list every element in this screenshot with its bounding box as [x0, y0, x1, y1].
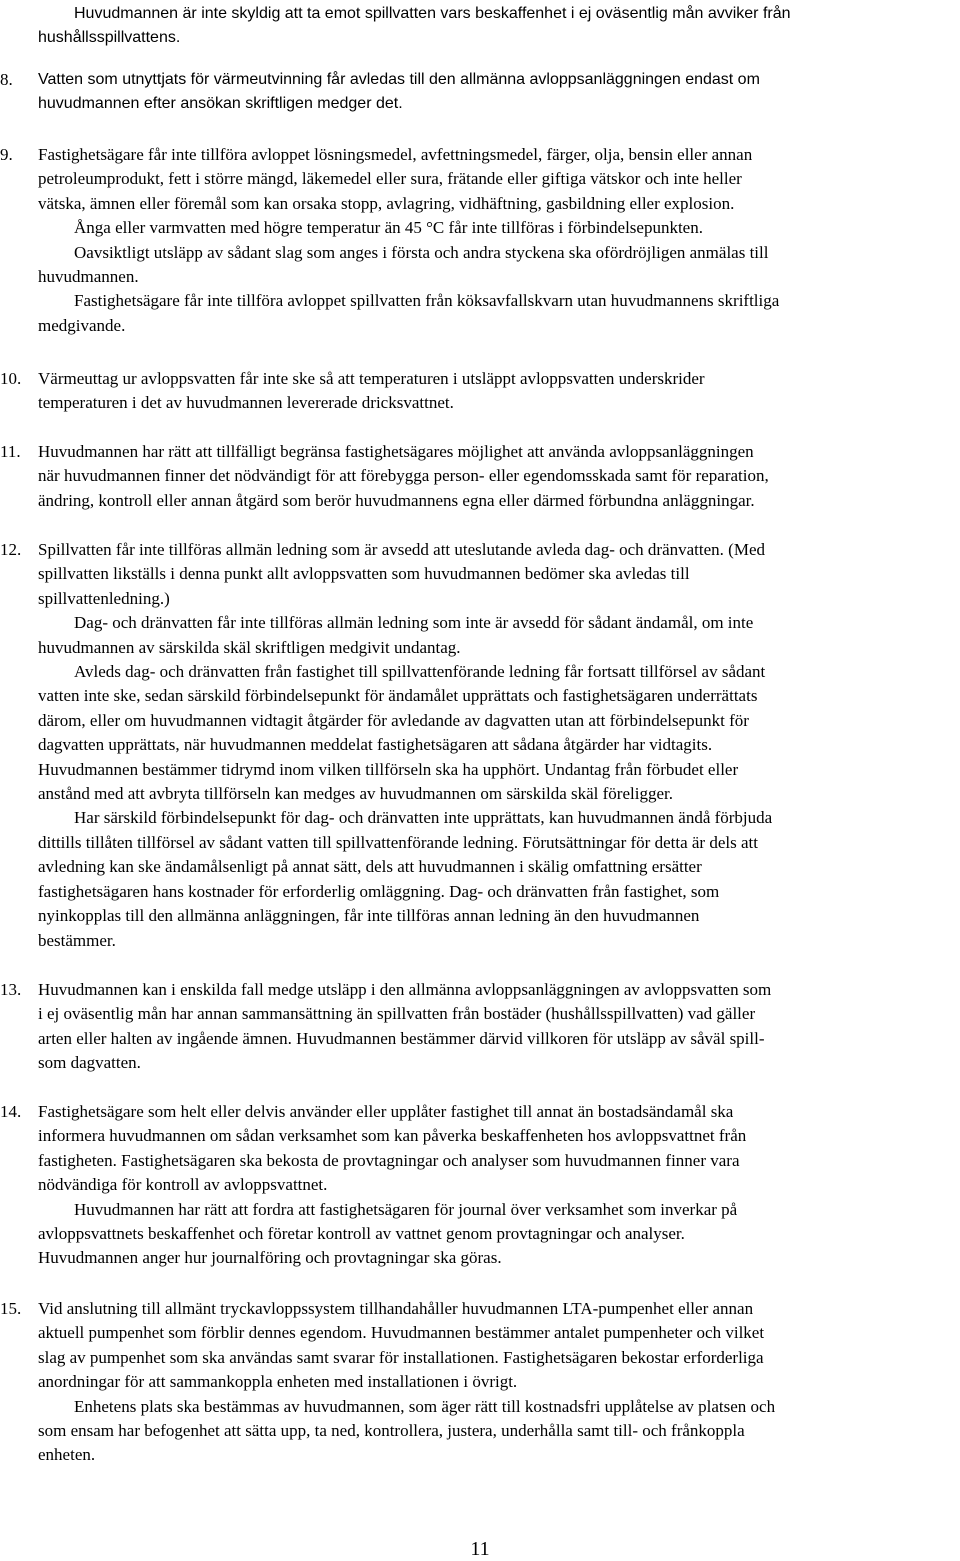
text-line: Ånga eller varmvatten med högre temperatur än 45 °C får inte tillföras i förbindelsepunkten. [74, 218, 703, 238]
section-body [38, 978, 958, 1076]
text-line: dagvatten upprättats, när huvudmannen meddelat fastighetsägaren att sådana åtgärder har vidtagits. [38, 735, 713, 755]
text-line: nyinkopplas till den allmänna anläggningen, får inte tillföras annan ledning än den huvudmannen [38, 906, 700, 926]
text-line: fastigheten. Fastighetsägaren ska bekosta de provtagningar och analyser som huvudmannen finner vara [38, 1150, 740, 1170]
paragraph [38, 216, 958, 240]
paragraph [38, 440, 958, 513]
text-line: Dag- och dränvatten får inte tillföras allmän ledning som inte är avsedd för sådant ändamål, om inte [74, 613, 754, 633]
text-line: huvudmannen efter ansökan skriftligen medger det. [38, 95, 403, 113]
text-line: Värmeuttag ur avloppsvatten får inte ske så att temperaturen i utsläppt avloppsvatten underskrider [38, 369, 705, 388]
section-number: 12. [0, 540, 22, 559]
section-number: 11. [0, 442, 21, 461]
text-line: Huvudmannen är inte skyldig att ta emot spillvatten vars beskaffenhet i ej oväsentlig mån avviker från [74, 5, 791, 22]
text-line: huvudmannen. [38, 267, 139, 287]
text-line: Fastighetsägare får inte tillföra avloppet lösningsmedel, avfettningsmedel, färger, olja, bensin eller annan [38, 145, 753, 164]
section-number: 14. [0, 1102, 22, 1121]
text-line: informera huvudmannen om sådan verksamhet som kan påverka beskaffenheten hos avloppsvattnet från [38, 1126, 747, 1146]
text-line: huvudmannen av särskilda skäl skriftligen medgivit undantag. [38, 637, 461, 657]
paragraph [38, 143, 958, 216]
text-line: Huvudmannen har rätt att fordra att fastighetsägaren för journal över verksamhet som inverkar på [74, 1199, 738, 1219]
text-line: avledning kan ske ändamålsenligt på annat sätt, dels att huvudmannen i skälig omfattning ersätter [38, 857, 702, 877]
section-body [38, 367, 958, 416]
text-line: som ensam har befogenhet att sätta upp, ta ned, kontrollera, justera, underhålla samt till- och frånkoppla [38, 1421, 745, 1441]
section-body [38, 1297, 958, 1468]
text-line: anstånd med att avbryta tillförseln kan medges av huvudmannen om särskilda skäl föreligger. [38, 784, 673, 804]
text-line: avloppsvattnets beskaffenhet och företar kontroll av vattnet genom provtagningar och analyser. [38, 1224, 685, 1244]
text-line: Enhetens plats ska bestämmas av huvudmannen, som äger rätt till kostnadsfri upplåtelse av platsen och [74, 1396, 776, 1416]
paragraph [38, 660, 958, 806]
text-line: när huvudmannen finner det nödvändigt för att förebygga person- eller egendomsskada samt för reparation, [38, 466, 769, 486]
text-line: Fastighetsägare får inte tillföra avloppet spillvatten från köksavfallskvarn utan huvudmannens skriftliga [74, 291, 780, 311]
text-line: hushållsspillvattens. [38, 29, 181, 47]
section-body [38, 2, 958, 51]
text-line: Har särskild förbindelsepunkt för dag- och dränvatten inte upprättats, kan huvudmannen ändå förbjuda [74, 808, 773, 828]
paragraph [38, 1297, 958, 1395]
section-body [38, 1100, 958, 1271]
text-line: Huvudmannen anger hur journalföring och provtagningar ska göras. [38, 1248, 502, 1268]
paragraph [38, 289, 958, 338]
text-line: bestämmer. [38, 930, 116, 950]
section-body [38, 538, 958, 953]
paragraph [38, 1395, 958, 1468]
text-line: spillvattenledning.) [38, 588, 170, 608]
paragraph [38, 2, 958, 51]
text-line: anordningar för att sammankoppla enheten med installationen i övrigt. [38, 1372, 518, 1392]
section-body [38, 440, 958, 513]
section-number: 15. [0, 1299, 22, 1318]
text-line: i ej oväsentlig mån har annan sammansättning än spillvatten från bostäder (hushållsspillvatten) vad gäller [38, 1004, 756, 1024]
text-line: som dagvatten. [38, 1053, 141, 1073]
text-line: vatten inte ske, sedan särskild förbindelsepunkt för ändamålet upprättats och fastighetsägaren underrättats [38, 686, 758, 706]
text-line: Spillvatten får inte tillföras allmän ledning som är avsedd att uteslutande avleda dag- och dränvatten. (Med [38, 540, 765, 559]
text-line: enheten. [38, 1445, 96, 1465]
text-line: Fastighetsägare som helt eller delvis använder eller upplåter fastighet till annat än bostadsändamål ska [38, 1102, 734, 1121]
text-line: Huvudmannen har rätt att tillfälligt begränsa fastighetsägares möjlighet att använda avloppsanläggningen [38, 442, 754, 461]
text-line: ändring, kontroll eller annan åtgärd som berör huvudmannens egna eller därmed förbundna anläggningar. [38, 490, 755, 510]
page-number: 11 [470, 1538, 490, 1560]
section-body [38, 68, 958, 117]
text-line: petroleumprodukt, fett i större mängd, läkemedel eller sura, frätande eller giftiga vätskor och inte heller [38, 169, 742, 189]
paragraph [38, 538, 958, 611]
paragraph [38, 367, 958, 416]
paragraph [38, 806, 958, 952]
text-line: medgivande. [38, 315, 126, 335]
text-line: därom, eller om huvudmannen vidtagit åtgärder för avledande av dagvatten utan att förbindelsepunkt för [38, 710, 749, 730]
text-line: temperaturen i det av huvudmannen levererade dricksvattnet. [38, 393, 454, 413]
paragraph [38, 1198, 958, 1271]
text-line: aktuell pumpenhet som förblir dennes egendom. Huvudmannen bestämmer antalet pumpenheter och vilket [38, 1323, 765, 1343]
text-line: slag av pumpenhet som ska användas samt svarar för installationen. Fastighetsägaren bekostar erforderliga [38, 1347, 764, 1367]
paragraph [38, 978, 958, 1076]
text-line: Avleds dag- och dränvatten från fastighet till spillvattenförande ledning får fortsatt tillförsel av sådant [74, 662, 766, 682]
text-line: dittills tillåten tillförsel av sådant vatten till spillvattenförande ledning. Förutsättningar för detta är dels att [38, 832, 758, 852]
text-line: Vid anslutning till allmänt tryckavloppssystem tillhandahåller huvudmannen LTA-pumpenhet eller annan [38, 1299, 754, 1318]
text-line: Vatten som utnyttjats för värmeutvinning får avledas till den allmänna avloppsanläggningen endast om [38, 71, 760, 88]
text-line: nödvändiga för kontroll av avloppsvattnet. [38, 1175, 328, 1195]
text-line: Oavsiktligt utsläpp av sådant slag som anges i första och andra styckena ska ofördröjligen anmälas till [74, 242, 769, 262]
section-number: 13. [0, 980, 22, 999]
section-number: 8. [0, 70, 13, 89]
section-number: 10. [0, 369, 22, 388]
text-line: spillvatten likställs i denna punkt allt avloppsvatten som huvudmannen bedömer ska avledas till [38, 564, 690, 584]
text-line: arten eller halten av ingående ämnen. Huvudmannen bestämmer därvid villkoren för utsläpp av såväl spill- [38, 1028, 765, 1048]
paragraph [38, 68, 958, 117]
text-line: vätska, ämnen eller föremål som kan orsaka stopp, avlagring, vidhäftning, gasbildning eller explosion. [38, 193, 735, 213]
section-number: 9. [0, 145, 13, 164]
paragraph [38, 241, 958, 290]
text-line: Huvudmannen bestämmer tidrymd inom vilken tillförseln ska ha upphört. Undantag från förbudet eller [38, 759, 739, 779]
text-line: Huvudmannen kan i enskilda fall medge utsläpp i den allmänna avloppsanläggningen av avloppsvatten som [38, 980, 772, 999]
paragraph [38, 1100, 958, 1198]
paragraph [38, 611, 958, 660]
text-line: fastighetsägaren hans kostnader för erforderlig omläggning. Dag- och dränvatten från fastighet, som [38, 881, 720, 901]
section-body [38, 143, 958, 338]
